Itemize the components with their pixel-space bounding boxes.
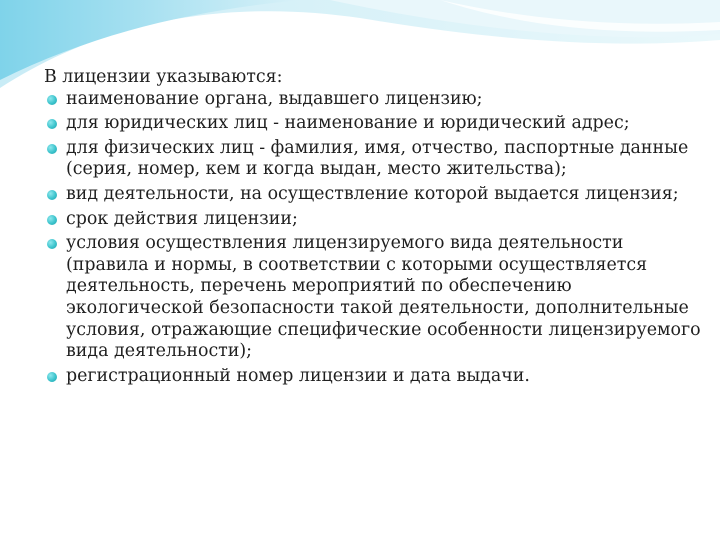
bullet-icon — [47, 215, 57, 225]
bullet-list — [44, 89, 704, 388]
list-item — [44, 89, 704, 111]
list-item — [44, 113, 704, 135]
bullet-icon — [47, 239, 57, 249]
list-item-text: для физических лиц - фамилия, имя, отчество, паспортные данные (серия, номер, кем и когда выдан, место жительства); — [66, 137, 689, 180]
list-item-text: условия осуществления лицензируемого вида деятельности (правила и нормы, в соответствии с которыми осуществляется деятельность, перечень мероприятий по обеспечению экологической безопасности такой деятельности, дополнительные условия, отражающие специфические особенности лицензируемого вида деятельности); — [66, 233, 701, 362]
bullet-icon — [47, 372, 57, 382]
list-item — [44, 209, 704, 231]
intro-heading: В лицензии указываются: — [44, 67, 283, 87]
bullet-icon — [47, 95, 57, 105]
list-item — [44, 184, 704, 206]
list-item-text: регистрационный номер лицензии и дата выдачи. — [66, 365, 530, 386]
list-item — [44, 138, 704, 181]
list-item-text: вид деятельности, на осуществление которой выдается лицензия; — [66, 183, 679, 204]
slide-content — [44, 67, 704, 390]
bullet-icon — [47, 119, 57, 129]
list-item-text: для юридических лиц - наименование и юридический адрес; — [66, 113, 630, 134]
list-item — [44, 233, 704, 363]
bullet-icon — [47, 144, 57, 154]
list-item-text: срок действия лицензии; — [66, 208, 298, 229]
list-item — [44, 366, 704, 388]
list-item-text: наименование органа, выдавшего лицензию; — [66, 88, 483, 109]
bullet-icon — [47, 190, 57, 200]
